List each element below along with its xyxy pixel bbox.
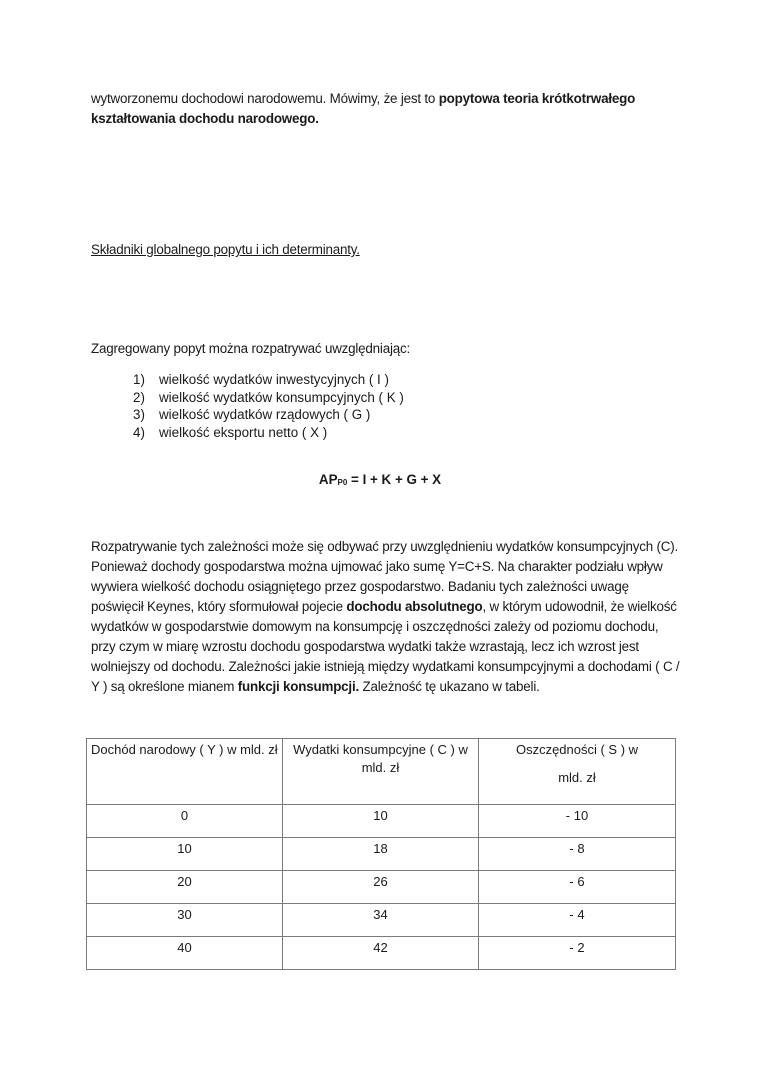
list-number: 1) (133, 372, 145, 387)
formula-lhs: AP (318, 472, 338, 487)
bold-term-consumption-function: funkcji konsumpcji. (237, 679, 359, 694)
cell-consumption: 10 (283, 805, 479, 838)
aggregate-demand-formula (0, 472, 760, 487)
header-consumption (283, 739, 479, 805)
cell-income: 20 (87, 871, 283, 904)
header-consumption-line2: mld. zł (361, 760, 400, 775)
cell-consumption: 34 (283, 904, 479, 937)
table-row (87, 838, 676, 871)
cell-income: 10 (87, 838, 283, 871)
list-item (133, 406, 404, 424)
cell-consumption: 26 (283, 871, 479, 904)
list-number: 4) (133, 424, 145, 440)
bold-term-absolute-income: dochodu absolutnego (346, 599, 483, 614)
table-row (87, 805, 676, 838)
aggregate-lead: Zagregowany popyt można rozpatrywać uwzględniając: (91, 341, 410, 356)
formula-subscript: P0 (337, 478, 348, 487)
header-savings-line2: mld. zł (558, 770, 596, 785)
list-text: wielkość wydatków inwestycyjnych ( I ) (159, 372, 389, 387)
cell-consumption: 42 (283, 937, 479, 970)
components-list (133, 371, 404, 441)
cell-savings: - 2 (479, 937, 676, 970)
body-text-1: Rozpatrywanie tych zależności może się odbywać przy uwzględnieniu wydatków konsumpcyjnych (C). Ponieważ dochody gospodarstwa można ujmować jako sumę Y=C+S. Na charakter podziału wpływ wywiera wielkość dochodu osiągniętego przez gospodarstwo. Badaniu tych zależności uwagę poświęcił Keynes, który sformułował pojecie (91, 539, 679, 614)
header-savings-line1: Oszczędności ( S ) w (515, 742, 639, 757)
table-row (87, 871, 676, 904)
list-item (133, 424, 404, 442)
cell-savings: - 10 (479, 805, 676, 838)
intro-text: wytworzonemu dochodowi narodowemu. Mówimy, że jest to (91, 91, 439, 106)
list-text: wielkość wydatków konsumpcyjnych ( K ) (159, 389, 404, 405)
list-item (133, 389, 404, 407)
table-header-row (87, 739, 676, 805)
section-heading: Składniki globalnego popytu i ich determinanty. (91, 242, 360, 257)
list-item (133, 371, 404, 389)
list-number: 2) (133, 389, 145, 405)
body-paragraph (91, 537, 681, 697)
table-row (87, 904, 676, 937)
body-text-3: Zależność tę ukazano w tabeli. (358, 679, 540, 694)
table-row (87, 937, 676, 970)
intro-bold-term: popytowa teoria krótkotrwałego kształtowania dochodu narodowego. (91, 91, 636, 126)
cell-savings: - 6 (479, 871, 676, 904)
cell-savings: - 4 (479, 904, 676, 937)
cell-income: 40 (87, 937, 283, 970)
cell-income: 30 (87, 904, 283, 937)
intro-paragraph (91, 89, 681, 129)
header-savings (479, 739, 676, 805)
cell-savings: - 8 (479, 838, 676, 871)
header-income: Dochód narodowy ( Y ) w mld. zł (87, 739, 283, 805)
header-consumption-line1: Wydatki konsumpcyjne ( C ) w (293, 742, 468, 757)
cell-income: 0 (87, 805, 283, 838)
body-text-2: , w którym udowodnił, że wielkość wydatków w gospodarstwie domowym na konsumpcję i oszczędności zależy od poziomu dochodu, przy czym w miarę wzrostu dochodu gospodarstwa wydatki także wzrastają, lecz ich wzrost jest wolniejszy od dochodu. Zależności jakie istnieją między wydatkami konsumpcyjnymi a dochodami ( C / Y ) są określone mianem (91, 599, 680, 694)
formula-rhs: = I + K + G + X (347, 472, 442, 487)
list-text: wielkość eksportu netto ( X ) (159, 424, 328, 440)
cell-consumption: 18 (283, 838, 479, 871)
list-number: 3) (133, 407, 145, 422)
list-text: wielkość wydatków rządowych ( G ) (159, 407, 371, 422)
consumption-table (86, 738, 676, 970)
